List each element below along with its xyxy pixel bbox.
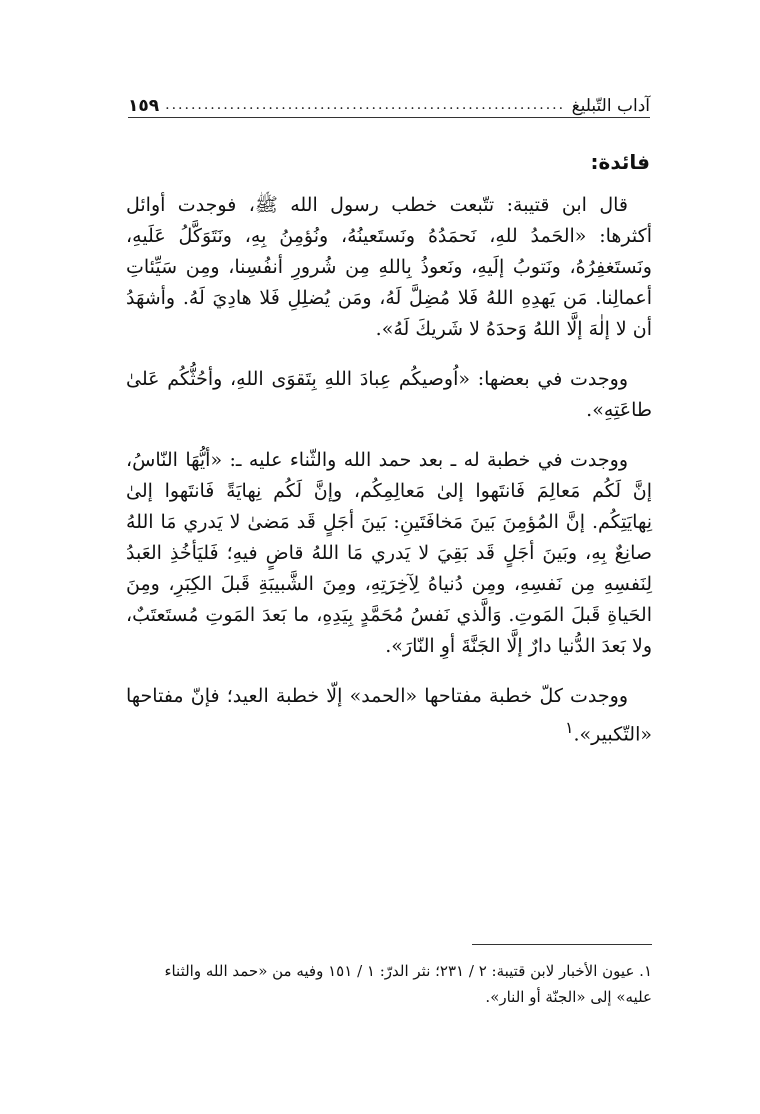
footnote-marker: ١ bbox=[564, 718, 574, 737]
paragraph-sermon: ووجدت في خطبة له ـ بعد حمد الله والثّناء عليه ـ: «أيُّهَا النّاسُ، إنَّ لَكُم مَعالِمَ فَانتَهوا إلىٰ مَعالِمِكُم، وإنَّ لَكُم نِهايَةً فَانتَهوا إلىٰ نِهايَتِكُم. إنَّ المُؤمِنَ بَينَ مَخافَتَينِ: بَينَ أجَلٍ قَد مَضىٰ لا يَدري مَا اللهُ صانِعٌ بِهِ، وبَينَ أجَلٍ قَد بَقِيَ لا يَدري مَا اللهُ قاضٍ فيهِ؛ فَليَأخُذِ العَبدُ لِنَفسِهِ مِن نَفسِهِ، ومِن دُنياهُ لِآخِرَتِهِ، ومِنَ الشَّبيبَةِ قَبلَ الكِبَرِ، ومِنَ الحَياةِ قَبلَ المَوتِ. وَالَّذي نَفسُ مُحَمَّدٍ بِيَدِهِ، ما بَعدَ المَوتِ مُستَعتَبٌ، ولا بَعدَ الدُّنيا دارٌ إلَّا الجَنَّةَ أوِ النّارَ». bbox=[126, 449, 652, 657]
paragraph-advice: ووجدت في بعضها: «اُوصيكُم عِبادَ اللهِ بِتَقوَى اللهِ، وأحُثُّكُم عَلىٰ طاعَتِهِ». bbox=[126, 368, 652, 421]
footnote-rule bbox=[472, 944, 652, 945]
running-header-title: آداب التّبليغ bbox=[571, 96, 650, 116]
paragraph-takbir bbox=[126, 681, 652, 750]
footnote: ١. عيون الأخبار لابن قتيبة: ٢ / ٢٣١؛ نثر الدرّ: ١ / ١٥١ وفيه من «حمد الله والثناء عليه» إلى «الجنّة أو النار». bbox=[164, 962, 652, 1006]
body-text bbox=[126, 190, 652, 769]
paragraph-takbir-text: ووجدت كلّ خطبة مفتاحها «الحمد» إلّا خطبة العيد؛ فإنّ مفتاحها «التّكبير». bbox=[126, 685, 652, 746]
header-rule bbox=[128, 117, 650, 118]
section-heading: فائدة: bbox=[590, 150, 650, 174]
paragraph-ibn-qutaybah: قال ابن قتيبة: تتّبعت خطب رسول الله ﷺ، فوجدت أوائل أكثرها: «الحَمدُ للهِ، نَحمَدُهُ ونَستَعينُهُ، ونُؤمِنُ بِهِ، ونَتَوَكَّلُ عَلَيهِ، ونَستَغفِرُهُ، ونَتوبُ إلَيهِ، ونَعوذُ بِاللهِ مِن شُرورِ أنفُسِنا، ومِن سَيِّئاتِ أعمالِنا. مَن يَهدِهِ اللهُ فَلا مُضِلَّ لَهُ، ومَن يُضلِلِ فَلا هادِيَ لَهُ. وأشهَدُ أن لا إلٰهَ إلَّا اللهُ وَحدَهُ لا شَريكَ لَهُ». bbox=[126, 194, 652, 340]
running-header bbox=[128, 86, 650, 116]
leader-dots bbox=[165, 97, 565, 113]
page-number: ١٥٩ bbox=[128, 96, 160, 116]
